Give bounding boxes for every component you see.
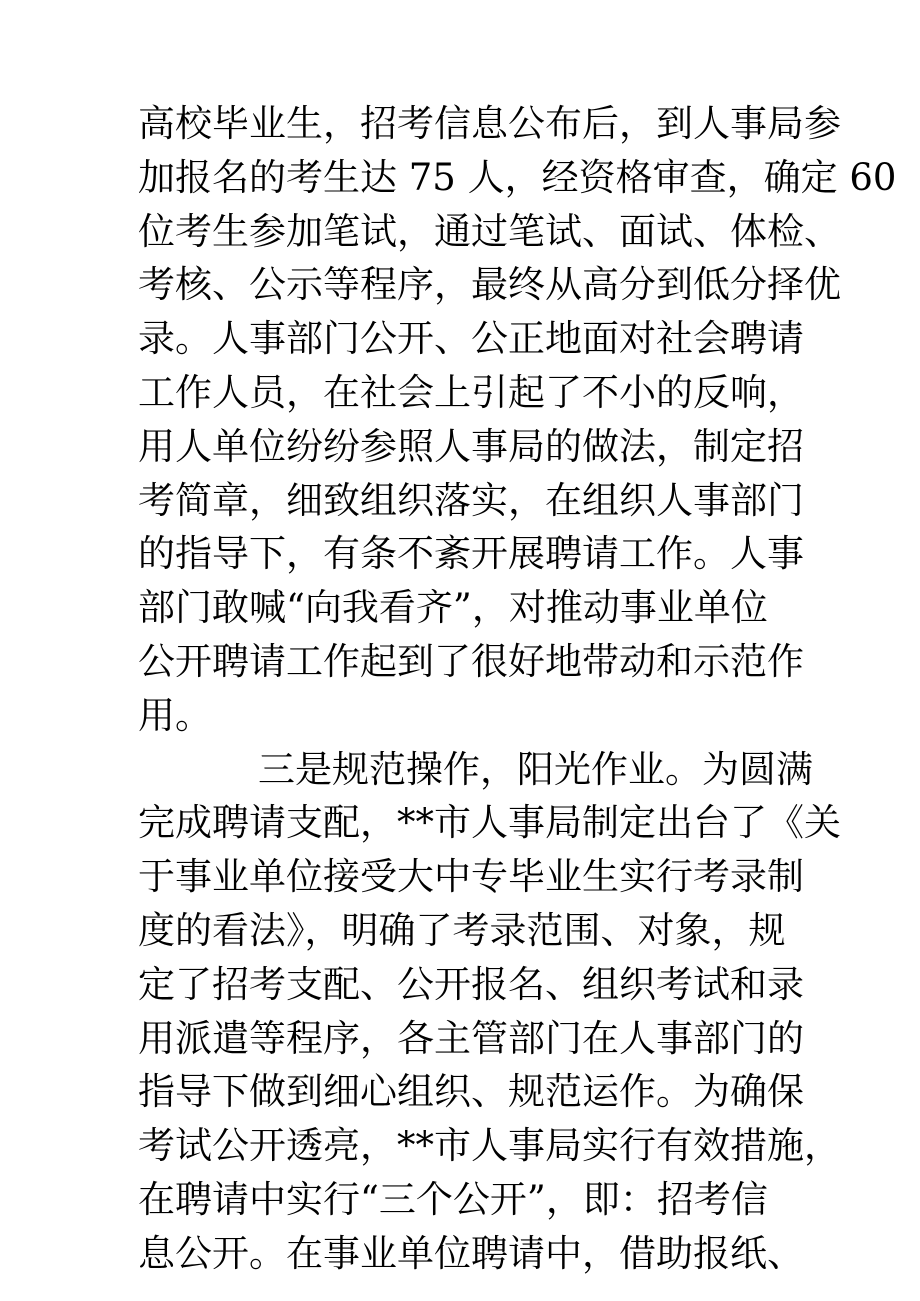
text-line: 考试公开透亮，**市人事局实行有效措施， [138, 1124, 841, 1168]
text-line: 在聘请中实行“三个公开”，即：招考信 [138, 1177, 768, 1221]
text-line: 工作人员，在社会上引起了不小的反响， [138, 370, 804, 414]
text-line: 高校毕业生，招考信息公布后，到人事局参 [138, 102, 841, 145]
text-line: 录。人事部门公开、公正地面对社会聘请 [138, 317, 804, 361]
text-line: 度的看法》，明确了考录范围、对象，规 [138, 908, 786, 952]
text-line: 位考生参加笔试，通过笔试、面试、体检、 [138, 209, 841, 253]
text-line: 用。 [138, 693, 212, 737]
text-line: 用派遣等程序，各主管部门在人事部门的 [138, 1016, 804, 1060]
text-line: 息公开。在事业单位聘请中，借助报纸、 [138, 1231, 804, 1275]
text-line: 定了招考支配、公开报名、组织考试和录 [138, 962, 804, 1006]
text-line: 考核、公示等程序，最终从高分到低分择优 [138, 263, 841, 307]
text-line: 部门敢喊“向我看齐”，对推动事业单位 [138, 586, 768, 630]
text-line: 完成聘请支配，**市人事局制定出台了《关 [138, 801, 841, 845]
body-text [138, 97, 897, 1281]
text-line: 的指导下，有条不紊开展聘请工作。人事 [138, 532, 804, 576]
text-line: 于事业单位接受大中专毕业生实行考录制 [138, 855, 804, 899]
text-line: 考简章，细致组织落实，在组织人事部门 [138, 478, 804, 522]
text-line: 公开聘请工作起到了很好地带动和示范作 [138, 639, 804, 683]
text-line: 用人单位纷纷参照人事局的做法，制定招 [138, 424, 804, 468]
paragraph-start-line: 三是规范操作，阳光作业。为圆满 [258, 747, 813, 791]
text-line: 指导下做到细心组织、规范运作。为确保 [138, 1070, 804, 1114]
text-line: 加报名的考生达 75 人，经资格审查，确定 60 [138, 155, 897, 199]
